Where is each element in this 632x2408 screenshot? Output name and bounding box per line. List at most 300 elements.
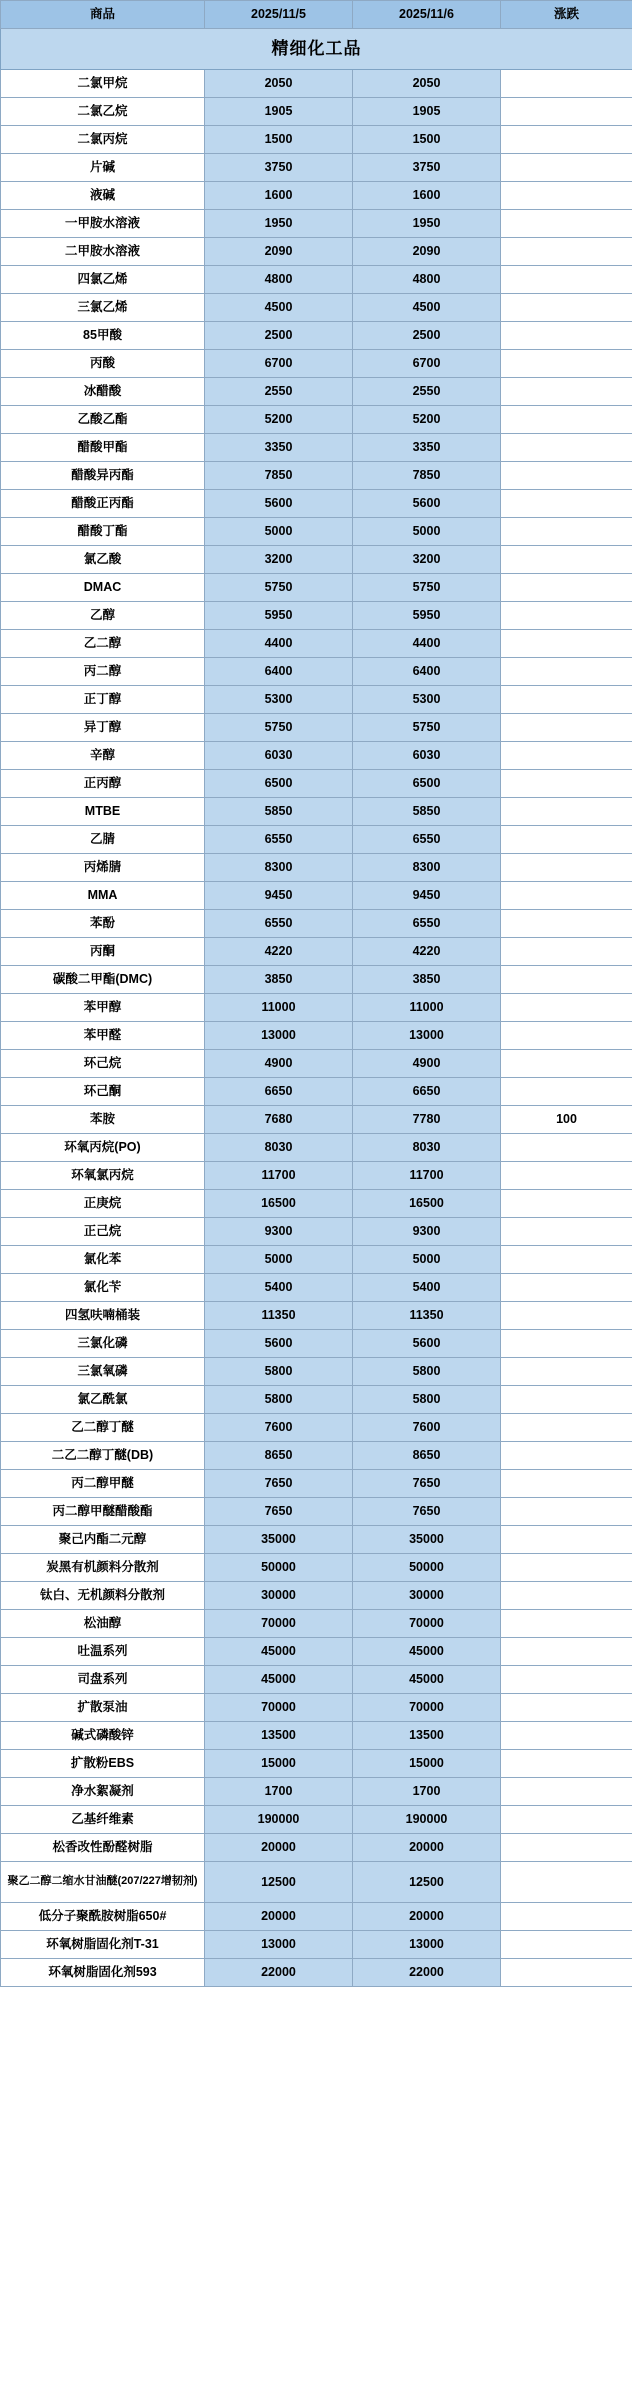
price-cell-date-2: 20000 [353, 1834, 501, 1862]
product-name-cell: 乙二醇 [1, 630, 205, 658]
table-row [1, 602, 632, 630]
product-name-cell: 冰醋酸 [1, 378, 205, 406]
price-cell-date-2: 7650 [353, 1498, 501, 1526]
price-cell-date-1: 50000 [205, 1554, 353, 1582]
price-cell-date-2: 5850 [353, 798, 501, 826]
change-cell [501, 434, 632, 462]
price-cell-date-2: 45000 [353, 1638, 501, 1666]
product-name-cell: 丙二醇甲醚醋酸酯 [1, 1498, 205, 1526]
price-cell-date-1: 6650 [205, 1078, 353, 1106]
price-cell-date-1: 6400 [205, 658, 353, 686]
table-row [1, 714, 632, 742]
table-row [1, 742, 632, 770]
table-row [1, 70, 632, 98]
price-cell-date-1: 11700 [205, 1162, 353, 1190]
change-cell [501, 490, 632, 518]
change-cell [501, 1302, 632, 1330]
change-cell [501, 1414, 632, 1442]
price-cell-date-1: 9450 [205, 882, 353, 910]
price-cell-date-2: 5600 [353, 490, 501, 518]
product-name-cell: 氯化苯 [1, 1246, 205, 1274]
price-cell-date-1: 5000 [205, 518, 353, 546]
price-cell-date-1: 2050 [205, 70, 353, 98]
price-cell-date-1: 6500 [205, 770, 353, 798]
table-row [1, 826, 632, 854]
product-name-cell: 四氯乙烯 [1, 266, 205, 294]
change-cell [501, 1722, 632, 1750]
table-row [1, 210, 632, 238]
section-title: 精细化工品 [1, 29, 632, 70]
table-row [1, 1218, 632, 1246]
product-name-cell: 环氧丙烷(PO) [1, 1134, 205, 1162]
price-cell-date-2: 6550 [353, 826, 501, 854]
product-name-cell: DMAC [1, 574, 205, 602]
change-cell [501, 1694, 632, 1722]
price-cell-date-2: 70000 [353, 1694, 501, 1722]
table-row [1, 154, 632, 182]
price-cell-date-2: 8030 [353, 1134, 501, 1162]
price-cell-date-1: 3350 [205, 434, 353, 462]
price-cell-date-2: 1700 [353, 1778, 501, 1806]
table-row [1, 266, 632, 294]
price-cell-date-2: 5750 [353, 714, 501, 742]
change-cell [501, 854, 632, 882]
change-cell [501, 1190, 632, 1218]
change-cell: 100 [501, 1106, 632, 1134]
product-name-cell: 氯乙酰氯 [1, 1386, 205, 1414]
change-cell [501, 1778, 632, 1806]
product-name-cell: 三氯乙烯 [1, 294, 205, 322]
table-row [1, 518, 632, 546]
table-row [1, 378, 632, 406]
price-cell-date-1: 13500 [205, 1722, 353, 1750]
price-cell-date-2: 3750 [353, 154, 501, 182]
price-cell-date-2: 13000 [353, 1022, 501, 1050]
price-cell-date-2: 3200 [353, 546, 501, 574]
change-cell [501, 1498, 632, 1526]
table-row [1, 1778, 632, 1806]
table-row [1, 238, 632, 266]
change-cell [501, 1931, 632, 1959]
price-cell-date-2: 50000 [353, 1554, 501, 1582]
price-cell-date-1: 5200 [205, 406, 353, 434]
change-cell [501, 98, 632, 126]
price-cell-date-1: 5800 [205, 1358, 353, 1386]
price-cell-date-1: 20000 [205, 1834, 353, 1862]
table-row [1, 770, 632, 798]
change-cell [501, 686, 632, 714]
price-cell-date-2: 6030 [353, 742, 501, 770]
change-cell [501, 714, 632, 742]
change-cell [501, 70, 632, 98]
table-row [1, 1162, 632, 1190]
table-row [1, 1903, 632, 1931]
product-name-cell: 醋酸丁酯 [1, 518, 205, 546]
product-name-cell: 环氧树脂固化剂T-31 [1, 1931, 205, 1959]
table-row [1, 1666, 632, 1694]
table-row [1, 1498, 632, 1526]
price-cell-date-1: 15000 [205, 1750, 353, 1778]
change-cell [501, 1806, 632, 1834]
table-row [1, 1862, 632, 1903]
change-cell [501, 406, 632, 434]
table-row [1, 182, 632, 210]
product-name-cell: 司盘系列 [1, 1666, 205, 1694]
product-name-cell: 碱式磷酸锌 [1, 1722, 205, 1750]
price-cell-date-2: 11700 [353, 1162, 501, 1190]
price-cell-date-1: 45000 [205, 1638, 353, 1666]
table-row [1, 798, 632, 826]
product-name-cell: 一甲胺水溶液 [1, 210, 205, 238]
price-cell-date-1: 3200 [205, 546, 353, 574]
table-row [1, 546, 632, 574]
price-cell-date-2: 6500 [353, 770, 501, 798]
price-cell-date-1: 4220 [205, 938, 353, 966]
product-name-cell: 苯胺 [1, 1106, 205, 1134]
product-name-cell: 乙醇 [1, 602, 205, 630]
product-name-cell: 炭黑有机颜料分散剂 [1, 1554, 205, 1582]
product-name-cell: 聚己内酯二元醇 [1, 1526, 205, 1554]
product-name-cell: 四氢呋喃桶装 [1, 1302, 205, 1330]
price-cell-date-2: 5400 [353, 1274, 501, 1302]
price-cell-date-2: 2050 [353, 70, 501, 98]
table-row [1, 1610, 632, 1638]
price-cell-date-1: 4900 [205, 1050, 353, 1078]
table-row [1, 1834, 632, 1862]
product-name-cell: 苯甲醛 [1, 1022, 205, 1050]
product-name-cell: 醋酸正丙酯 [1, 490, 205, 518]
product-name-cell: 碳酸二甲酯(DMC) [1, 966, 205, 994]
change-cell [501, 910, 632, 938]
product-name-cell: 扩散泵油 [1, 1694, 205, 1722]
table-row [1, 1750, 632, 1778]
price-cell-date-1: 1500 [205, 126, 353, 154]
price-cell-date-1: 22000 [205, 1959, 353, 1987]
price-cell-date-2: 70000 [353, 1610, 501, 1638]
table-row [1, 1078, 632, 1106]
product-name-cell: 乙腈 [1, 826, 205, 854]
price-cell-date-2: 35000 [353, 1526, 501, 1554]
price-cell-date-1: 70000 [205, 1694, 353, 1722]
product-name-cell: 低分子聚酰胺树脂650# [1, 1903, 205, 1931]
price-cell-date-2: 2090 [353, 238, 501, 266]
table-row [1, 1022, 632, 1050]
table-row [1, 1470, 632, 1498]
price-cell-date-2: 22000 [353, 1959, 501, 1987]
change-cell [501, 1218, 632, 1246]
price-cell-date-1: 7650 [205, 1470, 353, 1498]
price-cell-date-2: 5800 [353, 1386, 501, 1414]
price-cell-date-1: 5600 [205, 490, 353, 518]
price-cell-date-1: 5000 [205, 1246, 353, 1274]
table-row [1, 434, 632, 462]
price-cell-date-1: 8300 [205, 854, 353, 882]
table-row [1, 406, 632, 434]
table-row [1, 1134, 632, 1162]
price-cell-date-1: 5800 [205, 1386, 353, 1414]
price-cell-date-2: 6700 [353, 350, 501, 378]
price-cell-date-2: 4400 [353, 630, 501, 658]
product-name-cell: 丙酮 [1, 938, 205, 966]
product-name-cell: 正丁醇 [1, 686, 205, 714]
change-cell [501, 1959, 632, 1987]
product-name-cell: 环氧树脂固化剂593 [1, 1959, 205, 1987]
price-cell-date-2: 1905 [353, 98, 501, 126]
table-row [1, 882, 632, 910]
change-cell [501, 378, 632, 406]
table-row [1, 1694, 632, 1722]
change-cell [501, 1610, 632, 1638]
price-cell-date-1: 5750 [205, 574, 353, 602]
price-cell-date-2: 7780 [353, 1106, 501, 1134]
price-cell-date-2: 5800 [353, 1358, 501, 1386]
price-cell-date-2: 6400 [353, 658, 501, 686]
product-name-cell: 松油醇 [1, 1610, 205, 1638]
price-cell-date-2: 5000 [353, 518, 501, 546]
product-name-cell: 三氯化磷 [1, 1330, 205, 1358]
product-name-cell: 片碱 [1, 154, 205, 182]
price-cell-date-2: 5200 [353, 406, 501, 434]
product-name-cell: 乙酸乙酯 [1, 406, 205, 434]
price-cell-date-2: 1950 [353, 210, 501, 238]
price-cell-date-2: 15000 [353, 1750, 501, 1778]
table-row [1, 910, 632, 938]
table-row [1, 98, 632, 126]
price-cell-date-2: 9300 [353, 1218, 501, 1246]
price-cell-date-2: 1600 [353, 182, 501, 210]
price-cell-date-2: 5750 [353, 574, 501, 602]
product-name-cell: 扩散粉EBS [1, 1750, 205, 1778]
table-row [1, 1806, 632, 1834]
table-row [1, 1106, 632, 1134]
change-cell [501, 742, 632, 770]
price-cell-date-1: 3750 [205, 154, 353, 182]
change-cell [501, 602, 632, 630]
change-cell [501, 1554, 632, 1582]
price-cell-date-1: 6030 [205, 742, 353, 770]
product-name-cell: 丙二醇 [1, 658, 205, 686]
change-cell [501, 1582, 632, 1610]
product-name-cell: 环氧氯丙烷 [1, 1162, 205, 1190]
table-row [1, 322, 632, 350]
change-cell [501, 1134, 632, 1162]
change-cell [501, 1078, 632, 1106]
table-row [1, 126, 632, 154]
table-row [1, 1358, 632, 1386]
change-cell [501, 1750, 632, 1778]
price-cell-date-1: 12500 [205, 1862, 353, 1903]
product-name-cell: MTBE [1, 798, 205, 826]
change-cell [501, 882, 632, 910]
product-name-cell: 丙烯腈 [1, 854, 205, 882]
table-row [1, 1959, 632, 1987]
product-name-cell: 松香改性酚醛树脂 [1, 1834, 205, 1862]
price-cell-date-1: 6550 [205, 826, 353, 854]
table-row [1, 938, 632, 966]
price-cell-date-1: 11350 [205, 1302, 353, 1330]
price-cell-date-1: 8030 [205, 1134, 353, 1162]
price-cell-date-1: 4800 [205, 266, 353, 294]
product-name-cell: 醋酸异丙酯 [1, 462, 205, 490]
price-cell-date-1: 2090 [205, 238, 353, 266]
table-row [1, 294, 632, 322]
product-name-cell: 环己酮 [1, 1078, 205, 1106]
table-row [1, 1638, 632, 1666]
price-cell-date-1: 8650 [205, 1442, 353, 1470]
table-row [1, 1554, 632, 1582]
price-cell-date-1: 2550 [205, 378, 353, 406]
product-name-cell: 醋酸甲酯 [1, 434, 205, 462]
price-cell-date-1: 11000 [205, 994, 353, 1022]
price-cell-date-2: 2500 [353, 322, 501, 350]
price-cell-date-1: 190000 [205, 1806, 353, 1834]
price-cell-date-2: 5000 [353, 1246, 501, 1274]
price-cell-date-2: 6550 [353, 910, 501, 938]
product-name-cell: 苯酚 [1, 910, 205, 938]
change-cell [501, 294, 632, 322]
change-cell [501, 350, 632, 378]
price-cell-date-2: 11000 [353, 994, 501, 1022]
table-row [1, 350, 632, 378]
price-cell-date-1: 5750 [205, 714, 353, 742]
price-cell-date-1: 5400 [205, 1274, 353, 1302]
table-row [1, 462, 632, 490]
product-name-cell: 二甲胺水溶液 [1, 238, 205, 266]
table-row [1, 686, 632, 714]
change-cell [501, 266, 632, 294]
price-cell-date-2: 190000 [353, 1806, 501, 1834]
change-cell [501, 994, 632, 1022]
price-cell-date-1: 5850 [205, 798, 353, 826]
change-cell [501, 1246, 632, 1274]
product-name-cell: 正己烷 [1, 1218, 205, 1246]
change-cell [501, 462, 632, 490]
product-name-cell: 异丁醇 [1, 714, 205, 742]
price-cell-date-1: 1600 [205, 182, 353, 210]
price-cell-date-1: 5600 [205, 1330, 353, 1358]
price-cell-date-2: 8300 [353, 854, 501, 882]
price-cell-date-2: 13500 [353, 1722, 501, 1750]
change-cell [501, 798, 632, 826]
price-cell-date-2: 11350 [353, 1302, 501, 1330]
change-cell [501, 1162, 632, 1190]
price-cell-date-2: 45000 [353, 1666, 501, 1694]
price-cell-date-2: 16500 [353, 1190, 501, 1218]
table-row [1, 1442, 632, 1470]
change-cell [501, 1050, 632, 1078]
column-header-change: 涨跌 [501, 1, 632, 29]
column-header-product: 商品 [1, 1, 205, 29]
price-cell-date-1: 30000 [205, 1582, 353, 1610]
column-header-date-1: 2025/11/5 [205, 1, 353, 29]
product-name-cell: 辛醇 [1, 742, 205, 770]
price-cell-date-2: 2550 [353, 378, 501, 406]
table-row [1, 1526, 632, 1554]
price-cell-date-2: 4900 [353, 1050, 501, 1078]
product-name-cell: 正丙醇 [1, 770, 205, 798]
price-cell-date-1: 6700 [205, 350, 353, 378]
price-cell-date-2: 7600 [353, 1414, 501, 1442]
price-cell-date-2: 4220 [353, 938, 501, 966]
product-name-cell: 丙酸 [1, 350, 205, 378]
price-cell-date-2: 20000 [353, 1903, 501, 1931]
price-cell-date-2: 4800 [353, 266, 501, 294]
table-row [1, 1582, 632, 1610]
price-cell-date-2: 3350 [353, 434, 501, 462]
change-cell [501, 770, 632, 798]
change-cell [501, 518, 632, 546]
change-cell [501, 1022, 632, 1050]
table-row [1, 1302, 632, 1330]
table-header [1, 1, 632, 29]
price-cell-date-2: 7850 [353, 462, 501, 490]
section-header-row [1, 29, 632, 70]
price-cell-date-1: 6550 [205, 910, 353, 938]
price-cell-date-1: 1905 [205, 98, 353, 126]
column-header-date-2: 2025/11/6 [353, 1, 501, 29]
table-row [1, 1050, 632, 1078]
product-name-cell: 净水絮凝剂 [1, 1778, 205, 1806]
product-name-cell: 苯甲醇 [1, 994, 205, 1022]
change-cell [501, 966, 632, 994]
price-cell-date-2: 13000 [353, 1931, 501, 1959]
table-row [1, 966, 632, 994]
change-cell [501, 1638, 632, 1666]
price-cell-date-1: 70000 [205, 1610, 353, 1638]
product-name-cell: 85甲酸 [1, 322, 205, 350]
product-name-cell: 二氯丙烷 [1, 126, 205, 154]
table-row [1, 1414, 632, 1442]
change-cell [501, 938, 632, 966]
table-body [1, 29, 632, 1987]
change-cell [501, 826, 632, 854]
price-cell-date-1: 5300 [205, 686, 353, 714]
price-cell-date-2: 12500 [353, 1862, 501, 1903]
product-name-cell: 乙基纤维素 [1, 1806, 205, 1834]
price-cell-date-1: 7680 [205, 1106, 353, 1134]
product-name-cell: 聚乙二醇二缩水甘油醚(207/227增韧剂) [1, 1862, 205, 1903]
table-row [1, 1246, 632, 1274]
price-cell-date-1: 7650 [205, 1498, 353, 1526]
table-row [1, 1722, 632, 1750]
product-name-cell: 环己烷 [1, 1050, 205, 1078]
table-row [1, 630, 632, 658]
product-name-cell: 乙二醇丁醚 [1, 1414, 205, 1442]
change-cell [501, 1274, 632, 1302]
change-cell [501, 1526, 632, 1554]
price-cell-date-1: 1950 [205, 210, 353, 238]
change-cell [501, 182, 632, 210]
price-cell-date-1: 2500 [205, 322, 353, 350]
change-cell [501, 1903, 632, 1931]
price-cell-date-1: 4500 [205, 294, 353, 322]
table-row [1, 658, 632, 686]
price-cell-date-2: 1500 [353, 126, 501, 154]
price-cell-date-2: 7650 [353, 1470, 501, 1498]
change-cell [501, 1666, 632, 1694]
change-cell [501, 210, 632, 238]
table-row [1, 1190, 632, 1218]
product-name-cell: 二氯甲烷 [1, 70, 205, 98]
table-row [1, 1274, 632, 1302]
price-cell-date-2: 8650 [353, 1442, 501, 1470]
table-row [1, 854, 632, 882]
price-cell-date-1: 7600 [205, 1414, 353, 1442]
table-row [1, 574, 632, 602]
price-cell-date-1: 35000 [205, 1526, 353, 1554]
change-cell [501, 154, 632, 182]
product-name-cell: 钛白、无机颜料分散剂 [1, 1582, 205, 1610]
